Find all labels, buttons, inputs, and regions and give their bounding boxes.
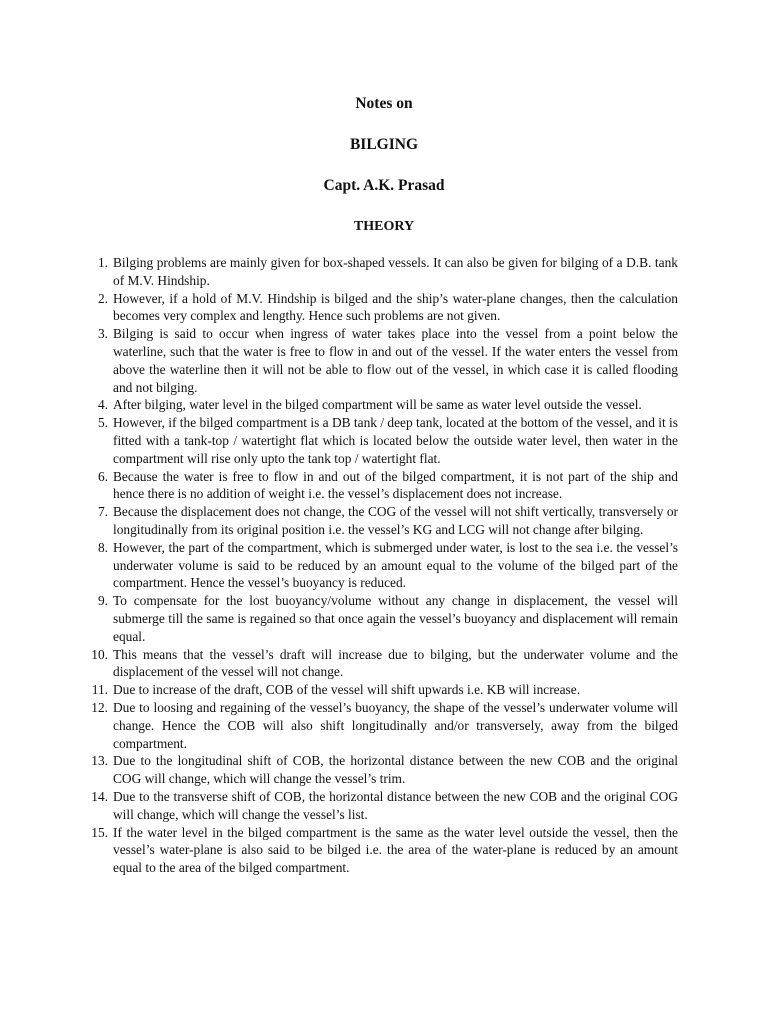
list-item [78,414,678,467]
list-item [78,539,678,592]
item-text: However, if a hold of M.V. Hindship is bilged and the ship’s water-plane changes, then the calculation becomes very complex and lengthy. Hence such problems are not given. [113,290,678,324]
item-text: Due to loosing and regaining of the vessel’s buoyancy, the shape of the vessel’s underwater volume will change. Hence the COB will also shift longitudinally and/or transversely, away from the bilged compartment. [113,699,678,751]
item-text: Due to the longitudinal shift of COB, the horizontal distance between the new COB and the original COG will change, which will change the vessel’s trim. [113,753,678,787]
item-number: 9. [97,593,108,609]
list-item [78,396,678,414]
item-text: However, if the bilged compartment is a DB tank / deep tank, located at the bottom of the vessel, and it is fitted with a tank-top / watertight flat which is located below the outside water level, then water in the compartment will rise only upto the tank top / watertight flat. [113,415,678,466]
list-item [78,646,678,682]
subject-heading: BILGING [349,136,419,153]
list-item [78,503,678,539]
item-text: Because the water is free to flow in and out of the bilged compartment, it is not part of the ship and hence there is no addition of weight i.e. the vessel’s displacement does not increase. [113,468,678,502]
item-text: Due to increase of the draft, COB of the vessel will shift upwards i.e. KB will increase. [113,682,581,698]
item-number: 10. [91,646,108,662]
item-text: To compensate for the lost buoyancy/volume without any change in displacement, the vessel will submerge till the same is regained so that once again the vessel’s buoyancy and displacement will remain equal. [113,593,678,644]
item-text: If the water level in the bilged compartment is the same as the water level outside the vessel, then the vessel’s water-plane is also said to be bilged i.e. the area of the water-plane is reduced by an amount equal to the area of the bilged compartment. [113,824,678,876]
item-number: 15. [91,824,108,840]
item-text: Because the displacement does not change, the COG of the vessel will not shift vertically, transversely or longitudinally from its original position i.e. the vessel’s KG and LCG will not change after bilging. [113,504,678,537]
notes-heading: Notes on [355,95,413,112]
theory-list [78,254,678,877]
item-number: 11. [91,682,108,698]
item-text: After bilging, water level in the bilged compartment will be same as water level outside the vessel. [113,397,642,413]
list-item [78,681,678,699]
item-text: This means that the vessel’s draft will increase due to bilging, but the underwater volume and the displacement of the vessel will not change. [113,646,678,680]
item-text: Bilging is said to occur when ingress of water takes place into the vessel from a point below the waterline, such that the water is free to flow in and out of the vessel. If the water enters the vessel from above the waterline then it will not be able to flow out of the vessel, in which case it is called flooding and not bilging. [113,326,678,395]
list-item [78,824,678,877]
section-heading: THEORY [353,219,415,234]
item-number: 2. [97,290,108,306]
list-item [78,254,678,290]
list-item [78,325,678,396]
item-number: 8. [97,539,108,555]
item-number: 6. [97,468,108,484]
item-number: 3. [97,326,108,342]
list-item [78,699,678,752]
item-text: Bilging problems are mainly given for box-shaped vessels. It can also be given for bilging of a D.B. tank of M.V. Hindship. [113,255,678,288]
item-text: However, the part of the compartment, which is submerged under water, is lost to the sea i.e. the vessel’s underwater volume is said to be reduced by an amount equal to the volume of the bilged part of the compartment. Hence the vessel’s buoyancy is reduced. [113,539,678,591]
list-item [78,290,678,326]
item-text: Due to the transverse shift of COB, the horizontal distance between the new COB and the original COG will change, which will change the vessel’s list. [113,788,678,822]
item-number: 7. [97,504,108,520]
list-item [78,468,678,504]
item-number: 12. [91,699,108,715]
item-number: 1. [97,255,108,270]
list-item [78,592,678,645]
list-item [78,752,678,788]
item-number: 4. [97,397,108,413]
list-item [78,788,678,824]
item-number: 13. [91,753,108,769]
item-number: 5. [97,415,108,431]
item-number: 14. [91,788,108,804]
author-heading: Capt. A.K. Prasad [323,177,445,194]
